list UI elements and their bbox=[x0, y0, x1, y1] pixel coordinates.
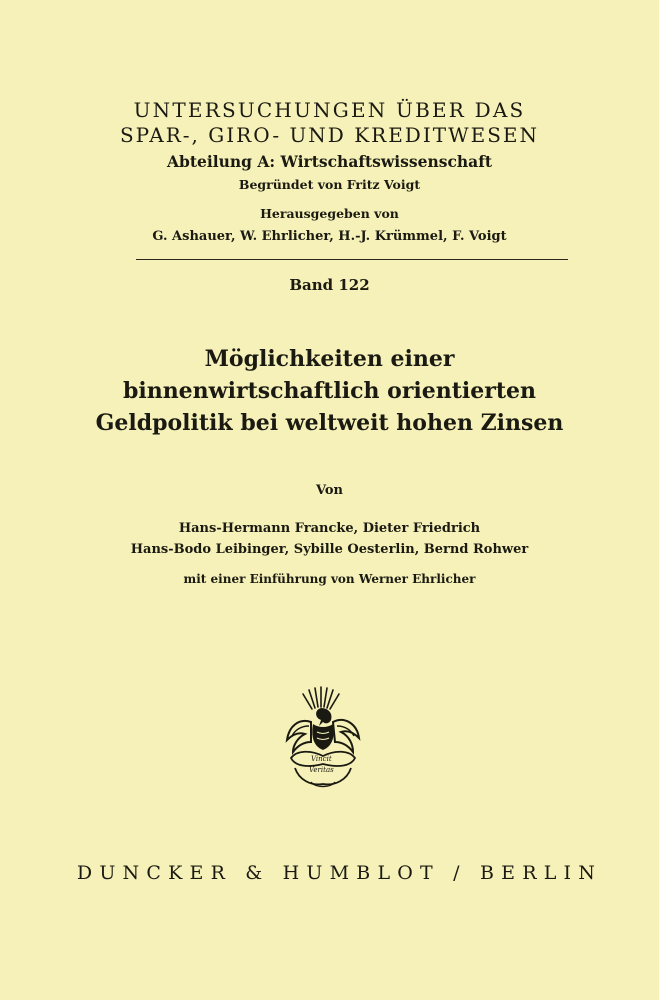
series-title-line-1: UNTERSUCHUNGEN ÜBER DAS bbox=[133, 98, 526, 122]
book-title-line-3: Geldpolitik bei weltweit hohen Zinsen bbox=[95, 410, 564, 436]
book-title-line-1: Möglichkeiten einer bbox=[204, 346, 455, 372]
publisher-eagle-seal-icon bbox=[281, 686, 365, 792]
authors bbox=[0, 518, 659, 560]
editors-names: G. Ashauer, W. Ehrlicher, H.-J. Krümmel, F. Voigt bbox=[152, 229, 507, 244]
book-title bbox=[0, 343, 659, 439]
by-label: Von bbox=[315, 483, 343, 498]
series-founder: Begründet von Fritz Voigt bbox=[238, 177, 421, 192]
authors-line-1: Hans-Hermann Francke, Dieter Friedrich bbox=[178, 521, 481, 536]
seal-motto-line-2: Veritas bbox=[309, 766, 334, 774]
editors-label: Herausgegeben von bbox=[260, 206, 399, 221]
book-title-line-2: binnenwirtschaftlich orientierten bbox=[122, 378, 537, 404]
series-title-line-2: SPAR-, GIRO- UND KREDITWESEN bbox=[119, 123, 540, 147]
authors-line-2: Hans-Bodo Leibinger, Sybille Oesterlin, Bernd Rohwer bbox=[130, 542, 529, 557]
series-division: Abteilung A: Wirtschaftswissenschaft bbox=[166, 152, 493, 171]
volume-number: Band 122 bbox=[289, 276, 370, 294]
publisher-imprint: DUNCKER & HUMBLOT / BERLIN bbox=[76, 862, 603, 884]
divider-rule bbox=[136, 259, 568, 260]
seal-motto-line-1: Vincit bbox=[311, 755, 332, 763]
introduction-credit: mit einer Einführung von Werner Ehrlicher bbox=[183, 572, 476, 586]
